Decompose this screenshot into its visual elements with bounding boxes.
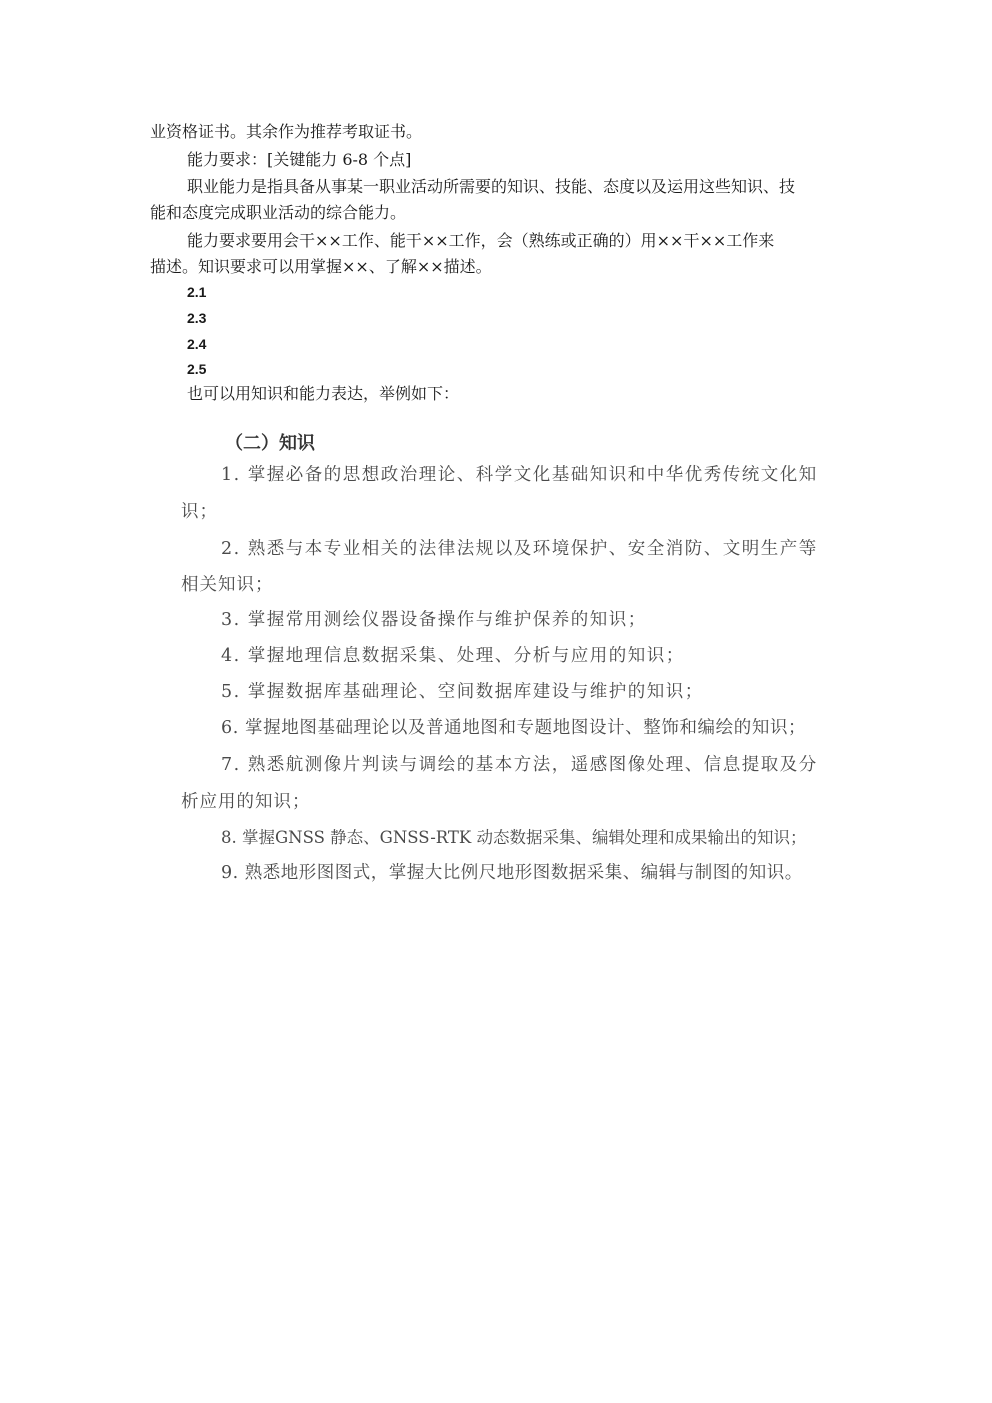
knowledge-item: 4. 掌握地理信息数据采集、处理、分析与应用的知识；: [221, 646, 685, 666]
knowledge-item: 1. 掌握必备的思想政治理论、科学文化基础知识和中华优秀传统文化知: [221, 465, 818, 485]
section-number: 2.4: [187, 336, 207, 352]
knowledge-item-continuation: 识；: [181, 502, 218, 522]
section-number: 2.1: [187, 284, 207, 300]
description-line-2: 描述。知识要求可以用掌握××、了解××描述。: [150, 257, 492, 276]
knowledge-item: 7. 熟悉航测像片判读与调绘的基本方法，遥感图像处理、信息提取及分: [221, 755, 818, 775]
knowledge-item-continuation: 析应用的知识；: [181, 792, 311, 812]
section-number: 2.3: [187, 310, 207, 326]
knowledge-item: 3. 掌握常用测绘仪器设备操作与维护保养的知识；: [221, 610, 647, 630]
prof-ability-line-1: 职业能力是指具备从事某一职业活动所需要的知识、技能、态度以及运用这些知识、技: [187, 177, 796, 196]
knowledge-item: 2. 熟悉与本专业相关的法律法规以及环境保护、安全消防、文明生产等: [221, 539, 818, 559]
knowledge-heading: （二）知识: [225, 433, 315, 454]
knowledge-item: 9. 熟悉地形图图式，掌握大比例尺地形图数据采集、编辑与制图的知识。: [221, 863, 803, 883]
section-number: 2.5: [187, 361, 207, 377]
knowledge-item: 8. 掌握GNSS 静态、GNSS-RTK 动态数据采集、编辑处理和成果输出的知识；: [221, 828, 807, 847]
knowledge-item: 5. 掌握数据库基础理论、空间数据库建设与维护的知识；: [221, 682, 704, 702]
knowledge-item-continuation: 相关知识；: [181, 575, 274, 595]
prof-ability-line-2: 能和态度完成职业活动的综合能力。: [150, 203, 407, 222]
knowledge-item: 6. 掌握地图基础理论以及普通地图和专题地图设计、整饰和编绘的知识；: [221, 718, 807, 738]
cert-line: 业资格证书。其余作为推荐考取证书。: [150, 122, 423, 141]
ability-requirement: 能力要求：[关键能力 6-8 个点]: [187, 150, 412, 169]
description-line-1: 能力要求要用会干××工作、能干××工作，会（熟练或正确的）用××干××工作来: [187, 231, 775, 250]
example-intro: 也可以用知识和能力表达，举例如下：: [187, 384, 460, 403]
